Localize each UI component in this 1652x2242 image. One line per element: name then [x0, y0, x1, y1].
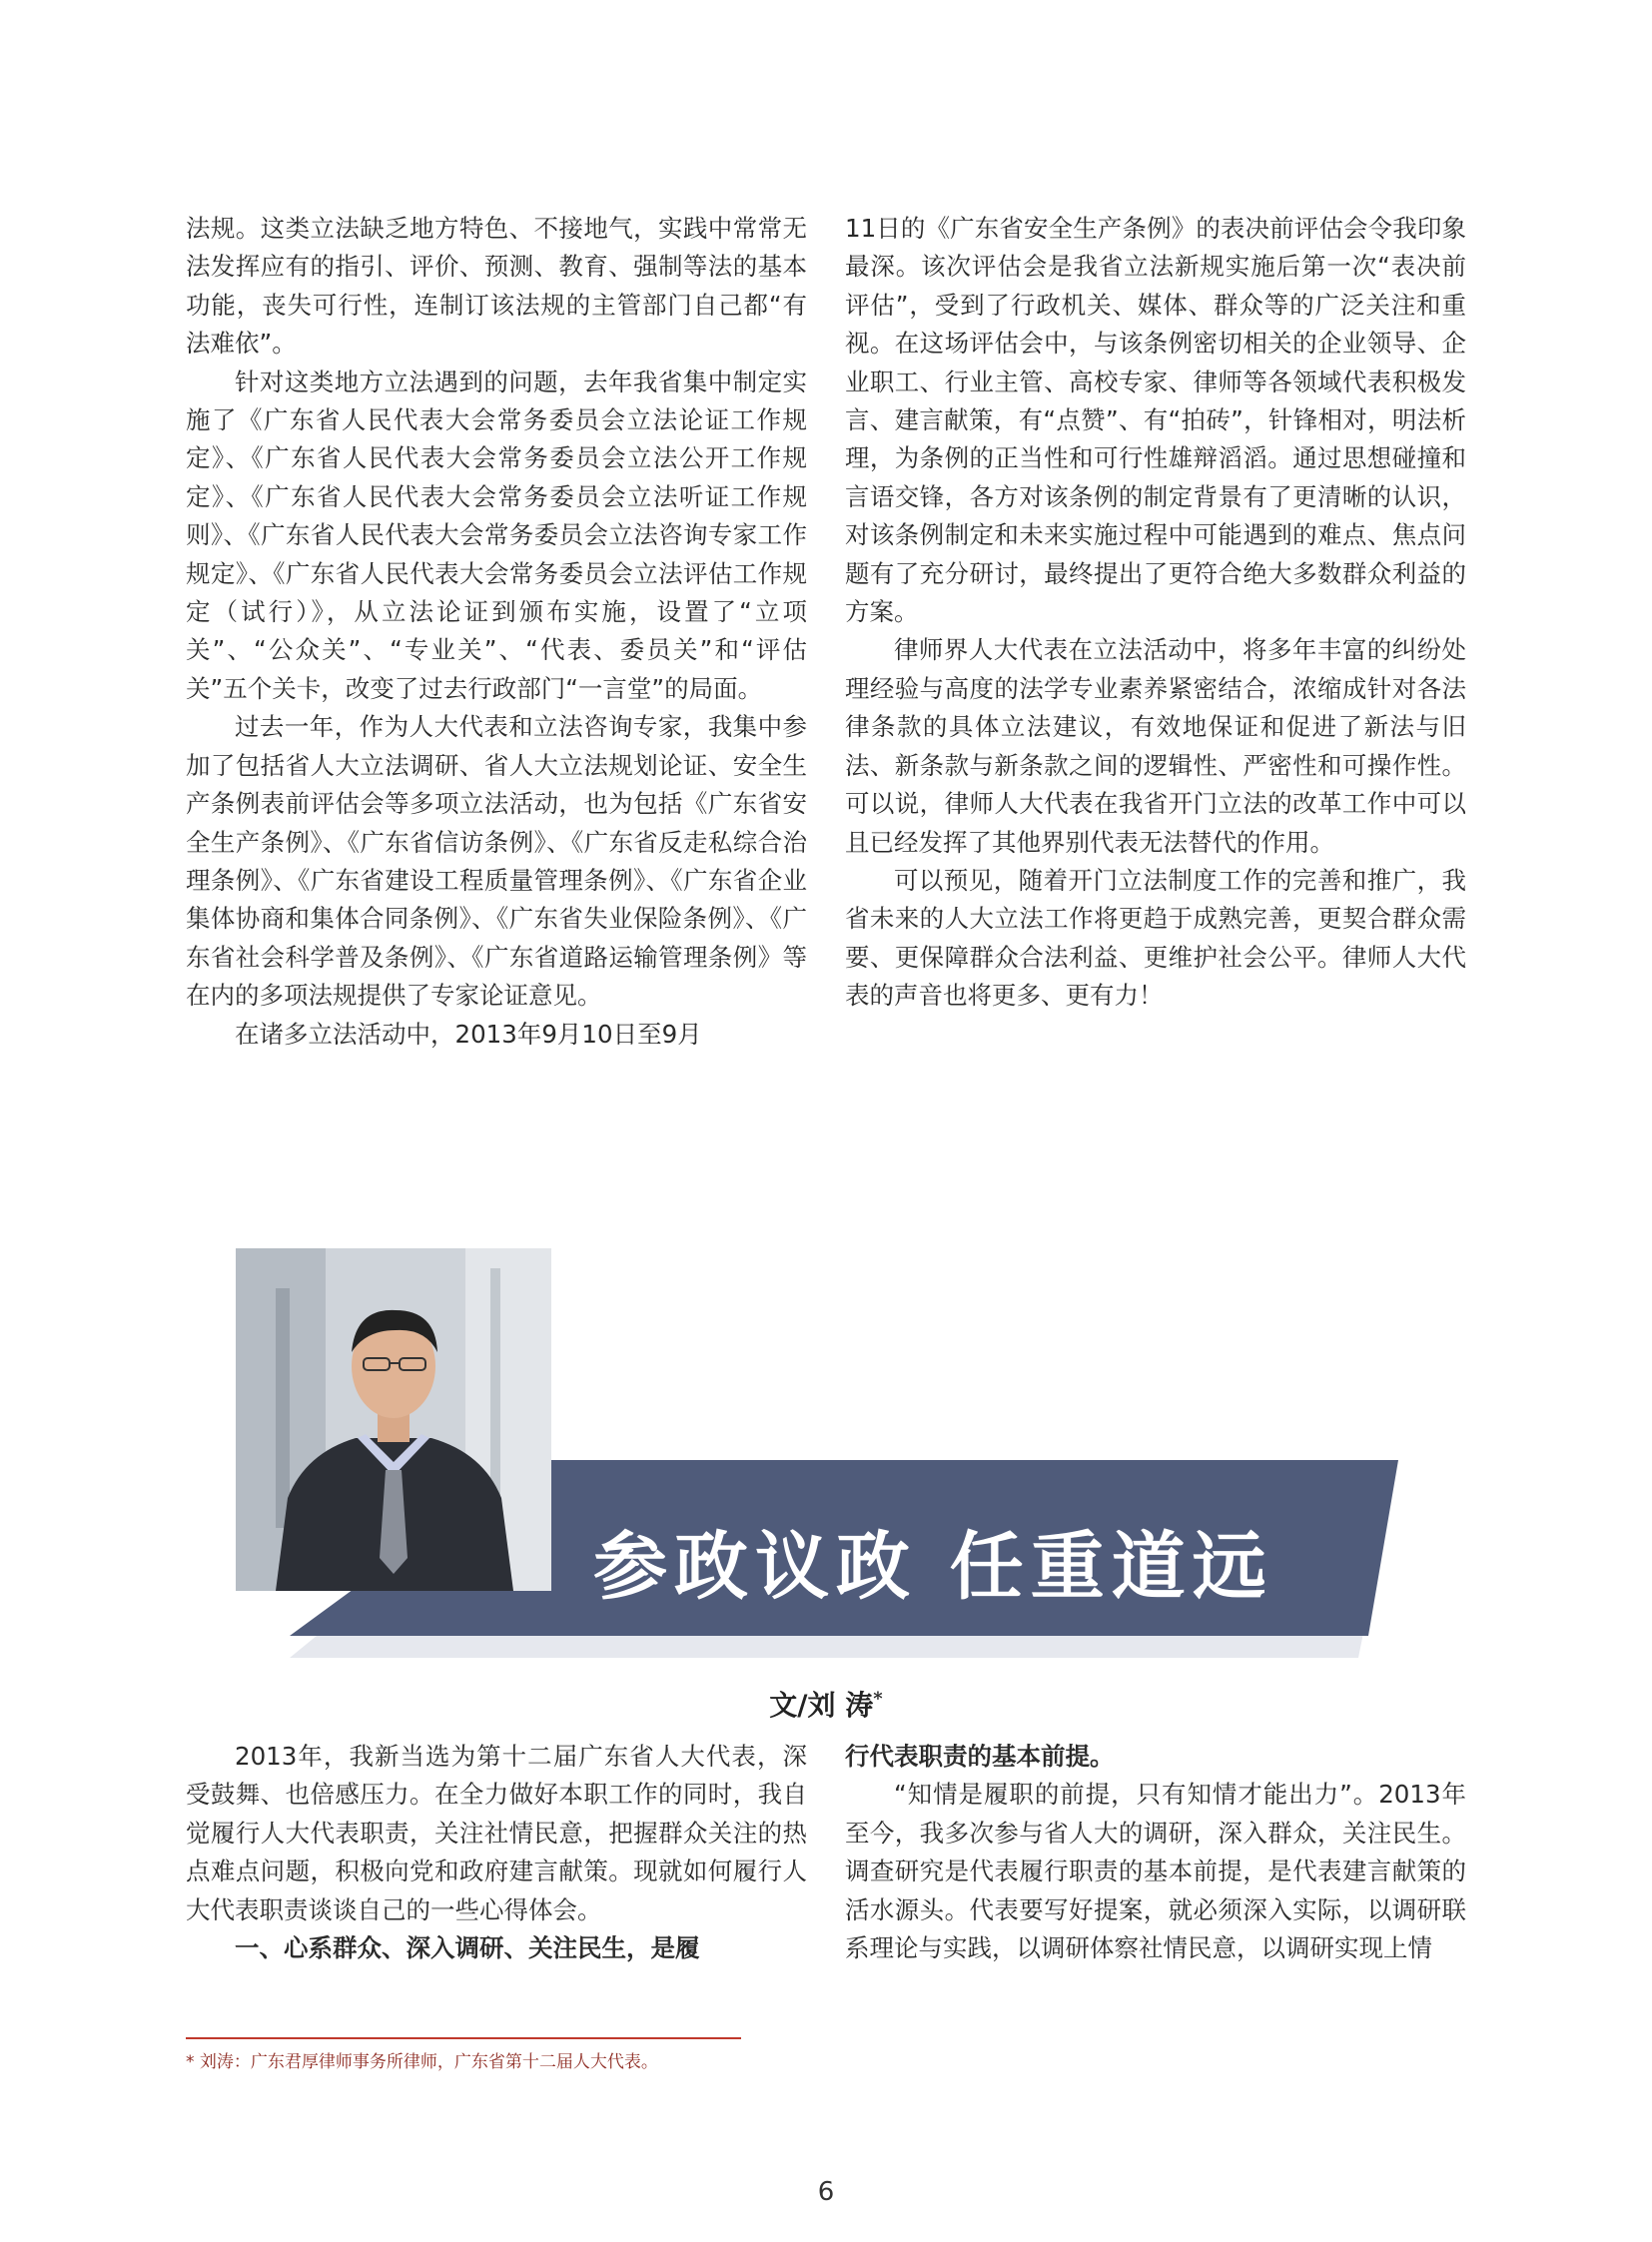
section-heading-continued: 行代表职责的基本前提。 [845, 1742, 1115, 1771]
footnote-divider [186, 2037, 741, 2039]
article-title: 参政议政 任重道远 [593, 1524, 1273, 1610]
paragraph: 在诸多立法活动中，2013年9月10日至9月 [235, 1019, 702, 1049]
top-right-column [845, 210, 1466, 1016]
footnote-marker: * [873, 1688, 883, 1710]
byline [0, 1684, 1652, 1724]
bottom-left-column [186, 1738, 807, 1967]
paragraph: 法规。这类立法缺乏地方特色、不接地气，实践中常常无法发挥应有的指引、评价、预测、教育、强制等法的基本功能，丧失可行性，连制订该法规的主管部门自己都“有法难依”。 [186, 214, 807, 359]
bottom-right-column [845, 1738, 1466, 1967]
paragraph: 11日的《广东省安全生产条例》的表决前评估会令我印象最深。该次评估会是我省立法新规实施后第一次“表决前评估”，受到了行政机关、媒体、群众等的广泛关注和重视。在这场评估会中，与该条例密切相关的企业领导、企业职工、行业主管、高校专家、律师等各领域代表积极发言、建言献策，有“点赞”、有“拍砖”，针锋相对，明法析理，为条例的正当性和可行性雄辩滔滔。通过思想碰撞和言语交锋，各方对该条例的制定背景有了更清晰的认识，对该条例制定和未来实施过程中可能遇到的难点、焦点问题有了充分研讨，最终提出了更符合绝大多数群众利益的方案。 [845, 214, 1466, 627]
paragraph: 可以预见，随着开门立法制度工作的完善和推广，我省未来的人大立法工作将更趋于成熟完善，更契合群众需要、更保障群众合法利益、更维护社会公平。律师人大代表的声音也将更多、更有力！ [845, 865, 1466, 1011]
paragraph: 律师界人大代表在立法活动中，将多年丰富的纠纷处理经验与高度的法学专业素养紧密结合，浓缩成针对各法律条款的具体立法建议，有效地保证和促进了新法与旧法、新条款与新条款之间的逻辑性、严密性和可操作性。可以说，律师人大代表在我省开门立法的改革工作中可以且已经发挥了其他界别代表无法替代的作用。 [845, 635, 1466, 857]
footnote: * 刘涛：广东君厚律师事务所律师，广东省第十二届人大代表。 [186, 2052, 658, 2072]
author-photo [236, 1248, 551, 1591]
paragraph: 2013年，我新当选为第十二届广东省人大代表，深受鼓舞、也倍感压力。在全力做好本职工作的同时，我自觉履行人大代表职责，关注社情民意，把握群众关注的热点难点问题，积极向党和政府建言献策。现就如何履行人大代表职责谈谈自己的一些心得体会。 [186, 1742, 807, 1924]
section-heading: 一、心系群众、深入调研、关注民生，是履 [235, 1933, 700, 1963]
top-left-column [186, 210, 807, 1054]
paragraph: 针对这类地方立法遇到的问题，去年我省集中制定实施了《广东省人民代表大会常务委员会立法论证工作规定》、《广东省人民代表大会常务委员会立法公开工作规定》、《广东省人民代表大会常务委员会立法听证工作规则》、《广东省人民代表大会常务委员会立法咨询专家工作规定》、《广东省人民代表大会常务委员会立法评估工作规定（试行）》，从立法论证到颁布实施，设置了“立项关”、“公众关”、“专业关”、“代表、委员关”和“评估关”五个关卡，改变了过去行政部门“一言堂”的局面。 [186, 367, 807, 703]
paragraph: “知情是履职的前提，只有知情才能出力”。2013年至今，我多次参与省人大的调研，深入群众，关注民生。调查研究是代表履行职责的基本前提，是代表建言献策的活水源头。代表要写好提案，就必须深入实际，以调研联系理论与实践，以调研体察社情民意，以调研实现上情 [845, 1780, 1466, 1963]
byline-text: 文/刘 涛 [769, 1689, 874, 1722]
paragraph: 过去一年，作为人大代表和立法咨询专家，我集中参加了包括省人大立法调研、省人大立法规划论证、安全生产条例表前评估会等多项立法活动，也为包括《广东省安全生产条例》、《广东省信访条例》、《广东省反走私综合治理条例》、《广东省建设工程质量管理条例》、《广东省企业集体协商和集体合同条例》、《广东省失业保险条例》、《广东省社会科学普及条例》、《广东省道路运输管理条例》等在内的多项法规提供了专家论证意见。 [186, 712, 807, 1011]
page-number: 6 [817, 2177, 835, 2207]
